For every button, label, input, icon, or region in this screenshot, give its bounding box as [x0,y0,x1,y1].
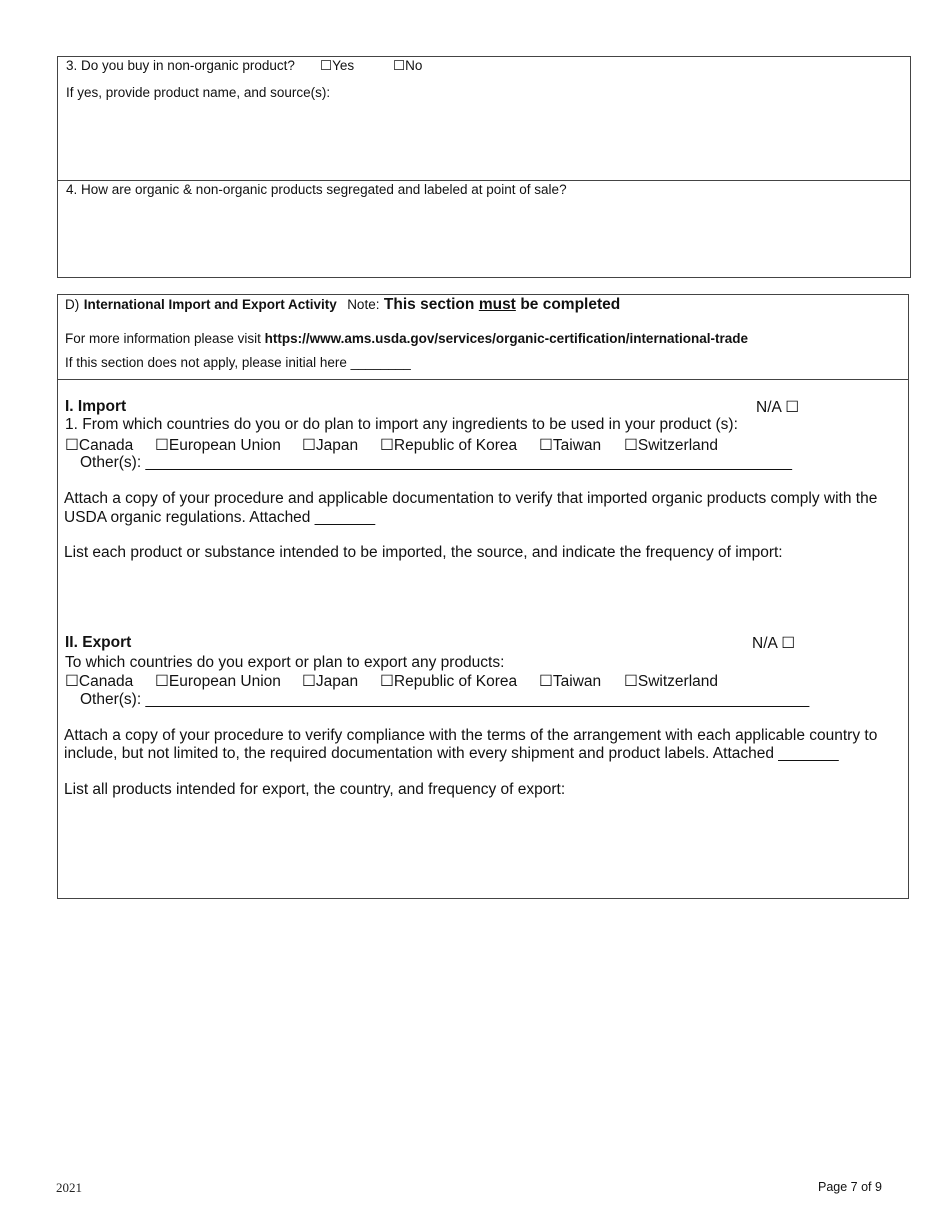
export-country-korea[interactable]: ☐Republic of Korea [380,673,518,690]
import-attach-line1: Attach a copy of your procedure and applicable documentation to verify that imported organic products comply with the [64,490,878,507]
import-question: 1. From which countries do you or do plan to import any ingredients to be used in your product (s): [65,416,738,433]
import-na-checkbox[interactable]: N/A ☐ [756,399,800,416]
import-country-taiwan[interactable]: ☐Taiwan [539,437,602,454]
export-na-checkbox[interactable]: N/A ☐ [752,635,796,652]
export-heading: II. Export [65,634,132,651]
section-d-box [57,294,909,899]
export-country-eu[interactable]: ☐European Union [155,673,281,690]
question-4: 4. How are organic & non-organic products segregated and labeled at point of sale? [66,182,567,197]
info-url-link[interactable]: https://www.ams.usda.gov/services/organic-certification/international-trade [264,331,748,346]
section-d-title: International Import and Export Activity [83,297,337,312]
question-3-text: 3. Do you buy in non-organic product? [66,58,295,73]
import-country-korea[interactable]: ☐Republic of Korea [380,437,518,454]
export-country-switzerland[interactable]: ☐Switzerland [624,673,719,690]
import-country-eu[interactable]: ☐European Union [155,437,281,454]
footer-page-number: Page 7 of 9 [818,1180,882,1194]
yes-checkbox[interactable]: ☐Yes [320,58,355,73]
import-other-field[interactable]: Other(s): ___________________________________________________________________________ [80,454,792,471]
question-3-followup: If yes, provide product name, and source(s): [66,85,331,100]
import-heading: I. Import [65,398,127,415]
info-text: For more information please visit [65,331,261,346]
export-country-taiwan[interactable]: ☐Taiwan [539,673,602,690]
export-other-field[interactable]: Other(s): _____________________________________________________________________________ [80,691,810,708]
import-list-prompt: List each product or substance intended to be imported, the source, and indicate the frequency of import: [64,544,783,561]
section-d-note-part2: be completed [520,296,621,313]
no-checkbox[interactable]: ☐No [393,58,423,73]
import-attach-line2[interactable]: USDA organic regulations. Attached _______ [64,509,376,526]
section-d-note-part1: This section [383,296,475,313]
section-d-note-must: must [478,296,516,313]
question-3 [66,58,295,73]
export-attach-line2[interactable]: include, but not limited to, the required documentation with every shipment and product labels. Attached _______ [64,745,839,762]
section-d-note-label: Note: [347,297,380,312]
import-country-canada[interactable]: ☐Canada [65,437,134,454]
section-d-title-row [65,296,620,314]
section-d-prefix: D) [65,297,80,312]
questions-divider [57,180,911,181]
export-list-prompt: List all products intended for export, the country, and frequency of export: [64,781,566,798]
import-country-switzerland[interactable]: ☐Switzerland [624,437,719,454]
section-d-header-divider [57,379,909,380]
section-d-initial[interactable]: If this section does not apply, please initial here ________ [65,355,411,370]
section-d-info [65,331,748,346]
export-country-canada[interactable]: ☐Canada [65,673,134,690]
export-question: To which countries do you export or plan to export any products: [65,654,505,671]
import-country-japan[interactable]: ☐Japan [302,437,359,454]
export-attach-line1: Attach a copy of your procedure to verify compliance with the terms of the arrangement with each applicable country to [64,727,878,744]
export-country-japan[interactable]: ☐Japan [302,673,359,690]
footer-year: 2021 [56,1180,82,1195]
